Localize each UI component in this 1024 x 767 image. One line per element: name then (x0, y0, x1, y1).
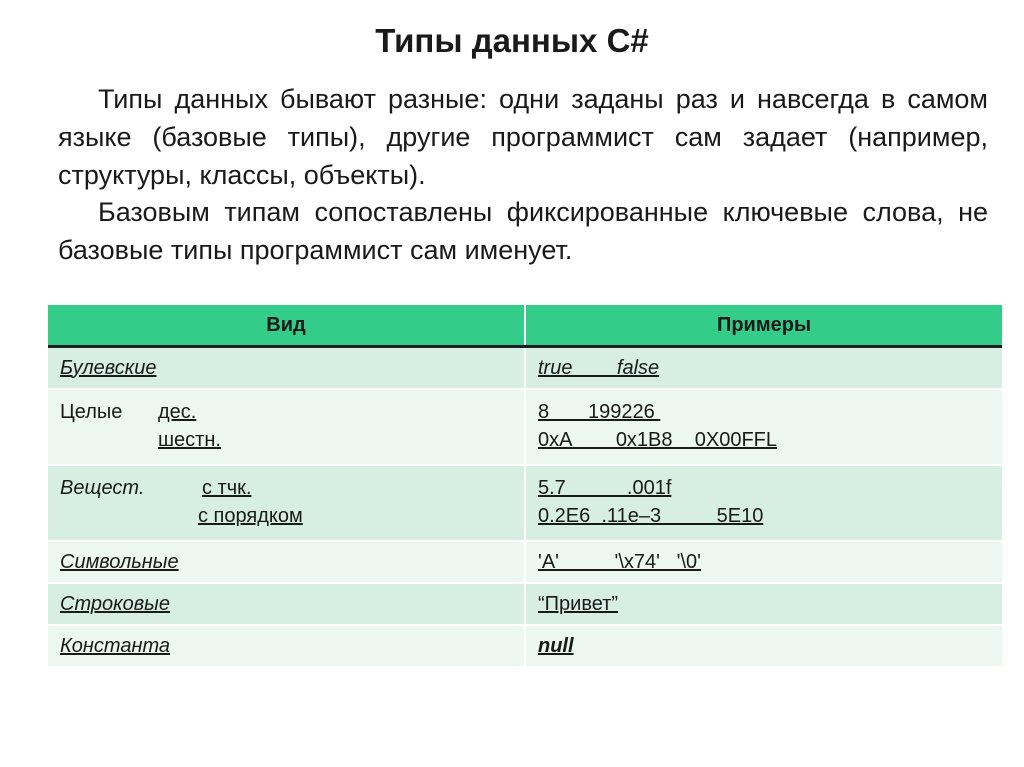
paragraph-keywords: Базовым типам сопоставлены фиксированные ключевые слова, не базовые типы программист сам именует. (58, 197, 988, 265)
types-table (48, 303, 1002, 668)
kind-integer-hex: шестн. (158, 429, 221, 451)
examples-integer-hex: 0xA 0x1B8 0X00FFL (538, 429, 778, 451)
kind-string: Строковые (60, 592, 170, 615)
kind-integer-dec: дес. (158, 401, 197, 423)
table-header-row (48, 304, 1002, 347)
table-row-char (48, 541, 1002, 583)
examples-integer-dec: 8 199226 (538, 401, 661, 423)
kind-real-exp: с порядком (198, 505, 303, 527)
slide-title: Типы данных C# (375, 22, 649, 59)
kind-char: Символьные (60, 550, 179, 573)
header-examples: Примеры (525, 304, 1002, 347)
table-row-string (48, 583, 1002, 625)
table-row-boolean (48, 347, 1002, 390)
examples-constant: null (538, 634, 574, 657)
examples-char: 'A' '\x74' '\0' (538, 551, 701, 573)
kind-real-point: с тчк. (202, 477, 252, 499)
table-row-integer (48, 389, 1002, 465)
examples-real-exp: 0.2E6 .11e–3 5E10 (538, 505, 764, 527)
header-kind: Вид (48, 304, 525, 347)
kind-constant: Константа (60, 634, 171, 657)
paragraph-intro: Типы данных бывают разные: одни заданы раз и навсегда в самом языке (базовые типы), другие программист сам задает (например, структуры, классы, объекты). (58, 84, 988, 190)
kind-real: Вещест. (60, 477, 145, 499)
examples-boolean: true false (538, 357, 660, 379)
examples-real-point: 5.7 .001f (538, 477, 672, 499)
kind-boolean: Булевские (60, 356, 157, 379)
table-row-real (48, 465, 1002, 541)
kind-integer: Целые (60, 401, 123, 423)
examples-string: “Привет” (538, 592, 619, 615)
table-row-constant (48, 625, 1002, 667)
